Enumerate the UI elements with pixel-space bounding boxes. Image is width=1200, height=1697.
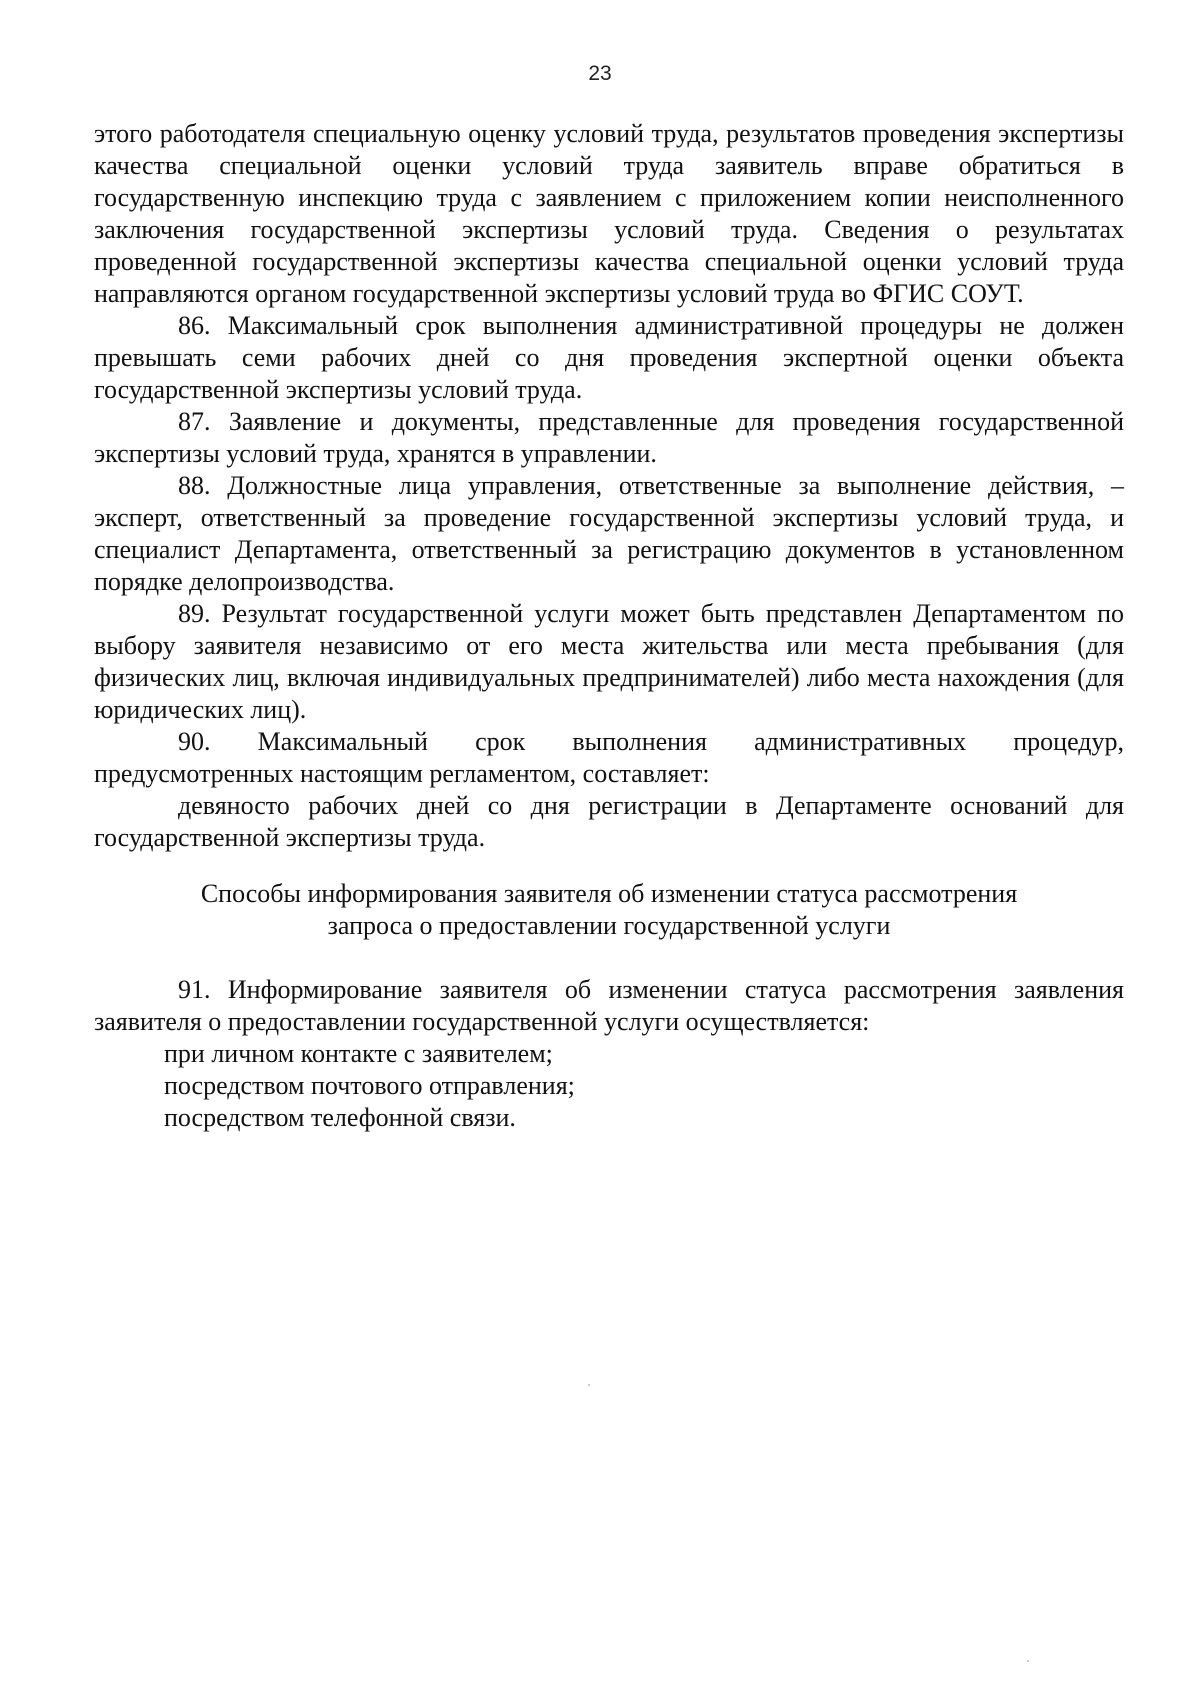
section-heading-line-1: Способы информирования заявителя об изменении статуса рассмотрения (200, 879, 1018, 908)
document-body (94, 118, 1124, 1134)
list-item: при личном контакте с заявителем; (164, 1039, 553, 1068)
section-heading-line-2: запроса о предоставлении государственной услуги (327, 911, 891, 940)
list-item: посредством почтового отправления; (164, 1071, 575, 1100)
paragraph-86: 86. Максимальный срок выполнения административной процедуры не должен превышать семи рабочих дней со дня проведения экспертной оценки объекта государственной экспертизы условий труда. (94, 311, 1124, 404)
scan-speck (588, 1384, 590, 1386)
paragraph-90: 90. Максимальный срок выполнения административных процедур, предусмотренных настоящим регламентом, составляет: (94, 727, 1124, 788)
page-number: 23 (588, 62, 612, 85)
paragraph-continuation: этого работодателя специальную оценку условий труда, результатов проведения экспертизы качества специальной оценки условий труда заявитель вправе обратиться в государственную инспекцию труда с заявлением с приложением копии неисполненного заключения государственной экспертизы условий труда. Сведения о результатах проведенной государственной экспертизы качества специальной оценки условий труда направляются органом государственной экспертизы условий труда во ФГИС СОУТ. (94, 119, 1124, 308)
paragraph-88: 88. Должностные лица управления, ответственные за выполнение действия, – эксперт, ответственный за проведение государственной экспертизы условий труда, и специалист Департамента, ответственный за регистрацию документов в установленном порядке делопроизводства. (94, 471, 1124, 596)
paragraph-87: 87. Заявление и документы, представленные для проведения государственной экспертизы условий труда, хранятся в управлении. (94, 407, 1124, 468)
paragraph-91: 91. Информирование заявителя об изменении статуса рассмотрения заявления заявителя о предоставлении государственной услуги осуществляется: (94, 975, 1124, 1036)
paragraph-90-sub: девяносто рабочих дней со дня регистрации в Департаменте оснований для государственной экспертизы труда. (94, 791, 1124, 852)
paragraph-89: 89. Результат государственной услуги может быть представлен Департаментом по выбору заявителя независимо от его места жительства или места пребывания (для физических лиц, включая индивидуальных предпринимателей) либо места нахождения (для юридических лиц). (94, 599, 1124, 724)
list-item: посредством телефонной связи. (164, 1103, 516, 1132)
section-heading (94, 878, 1124, 942)
scan-speck (1027, 1660, 1029, 1662)
